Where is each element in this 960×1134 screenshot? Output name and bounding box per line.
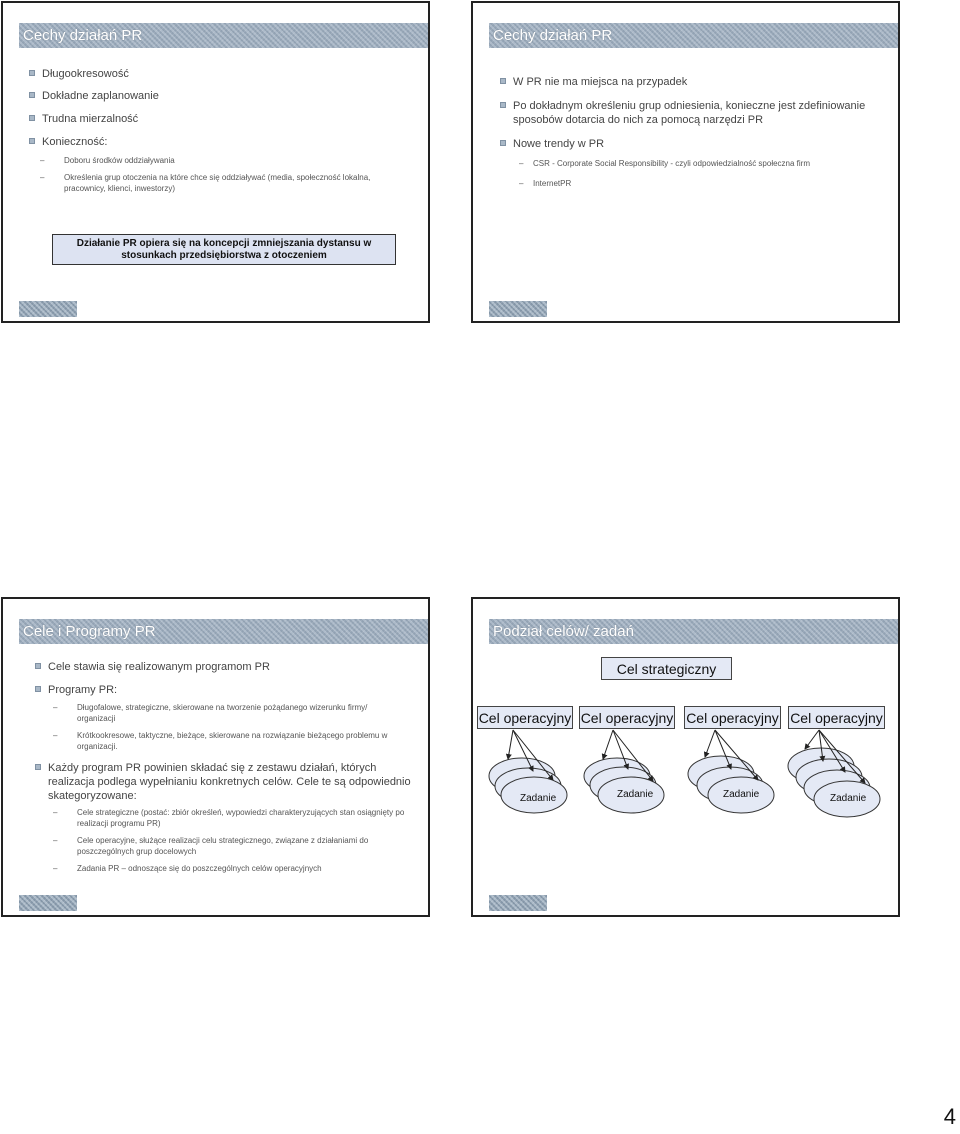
task-label: Zadanie <box>617 789 654 800</box>
square-bullet-icon <box>29 115 35 121</box>
sub-bullet-item: – Doboru środków oddziaływania <box>40 156 175 165</box>
sub-bullet-item: – Cele strategiczne (postać: zbiór określeń, wypowiedzi charakteryzujących stan osiągnięty po realizacji programu PR) <box>53 808 405 828</box>
operational-goal-box: Cel operacyjny <box>788 706 885 729</box>
bullet-item: Dokładne zaplanowanie <box>29 89 419 103</box>
square-bullet-icon <box>500 78 506 84</box>
slide-title: Cechy działań PR <box>489 23 898 48</box>
slide-cechy-dzialan-2 <box>471 1 900 323</box>
bullet-item: Nowe trendy w PR <box>500 137 880 151</box>
slide-cele-i-programy <box>1 597 430 917</box>
task-stack-1 <box>489 758 567 813</box>
bullet-item: Cele stawia się realizowanym programom PR <box>35 660 415 674</box>
task-label: Zadanie <box>520 793 557 804</box>
square-bullet-icon <box>35 663 41 669</box>
bullet-item: W PR nie ma miejsca na przypadek <box>500 75 880 89</box>
page-number: 4 <box>943 1104 956 1129</box>
task-stack-4 <box>788 748 880 817</box>
bullet-item: Każdy program PR powinien składać się z zestawu działań, których realizacja podlega wypełnianiu konkretnych celów. Cele te są odpowiednio skategoryzowane: <box>35 761 420 803</box>
square-bullet-icon <box>29 92 35 98</box>
sub-bullet-item: – Krótkookresowe, taktyczne, bieżące, skierowane na rozwiązanie bieżącego problemu w organizacji. <box>53 731 388 751</box>
footer-logo <box>19 301 77 317</box>
square-bullet-icon <box>29 138 35 144</box>
square-bullet-icon <box>29 70 35 76</box>
footer-logo <box>489 895 547 911</box>
footer-logo <box>489 301 547 317</box>
bullet-item: Długookresowość <box>29 67 419 81</box>
bullet-item: Po dokładnym określeniu grup odniesienia, konieczne jest zdefiniowanie sposobów dotarcia do nich za pomocą narzędzi PR <box>500 99 870 127</box>
sub-bullet-item: – Zadania PR – odnoszące się do poszczególnych celów operacyjnych <box>53 864 322 873</box>
bullet-item: Programy PR: <box>35 683 415 697</box>
task-stack-2 <box>584 758 664 813</box>
square-bullet-icon <box>35 764 41 770</box>
square-bullet-icon <box>35 686 41 692</box>
slide-title: Cechy działań PR <box>19 23 428 48</box>
task-stack-3 <box>688 756 774 813</box>
sub-bullet-item: – Określenia grup otoczenia na które chce się oddziaływać (media, społeczność lokalna, pracownicy, klienci, inwestorzy) <box>40 173 371 193</box>
bullet-item: Konieczność: <box>29 135 419 149</box>
sub-bullet-item: – InternetPR <box>519 179 572 188</box>
sub-bullet-item: – Długofalowe, strategiczne, skierowane na tworzenie pożądanego wizerunku firmy/ organizacji <box>53 703 368 723</box>
slide-podzial-celow <box>471 597 900 917</box>
bullet-item: Trudna mierzalność <box>29 112 419 126</box>
operational-goal-box: Cel operacyjny <box>477 706 573 729</box>
operational-goal-box: Cel operacyjny <box>684 706 781 729</box>
slide-title: Podział celów/ zadań <box>489 619 898 644</box>
hierarchy-diagram <box>473 599 898 915</box>
operational-goal-box: Cel operacyjny <box>579 706 675 729</box>
footer-logo <box>19 895 77 911</box>
highlight-box: Działanie PR opiera się na koncepcji zmniejszania dystansu w stosunkach przedsiębiorstwa z otoczeniem <box>52 234 396 265</box>
task-label: Zadanie <box>723 789 760 800</box>
square-bullet-icon <box>500 140 506 146</box>
slide-title: Cele i Programy PR <box>19 619 428 644</box>
sub-bullet-item: – Cele operacyjne, służące realizacji celu strategicznego, związane z działaniami do poszczególnych grup docelowych <box>53 836 369 856</box>
strategic-goal-box: Cel strategiczny <box>601 657 732 680</box>
square-bullet-icon <box>500 102 506 108</box>
task-label: Zadanie <box>830 793 867 804</box>
slide-cechy-dzialan-1 <box>1 1 430 323</box>
sub-bullet-item: – CSR - Corporate Social Responsibility - czyli odpowiedzialność społeczna firm <box>519 159 810 168</box>
